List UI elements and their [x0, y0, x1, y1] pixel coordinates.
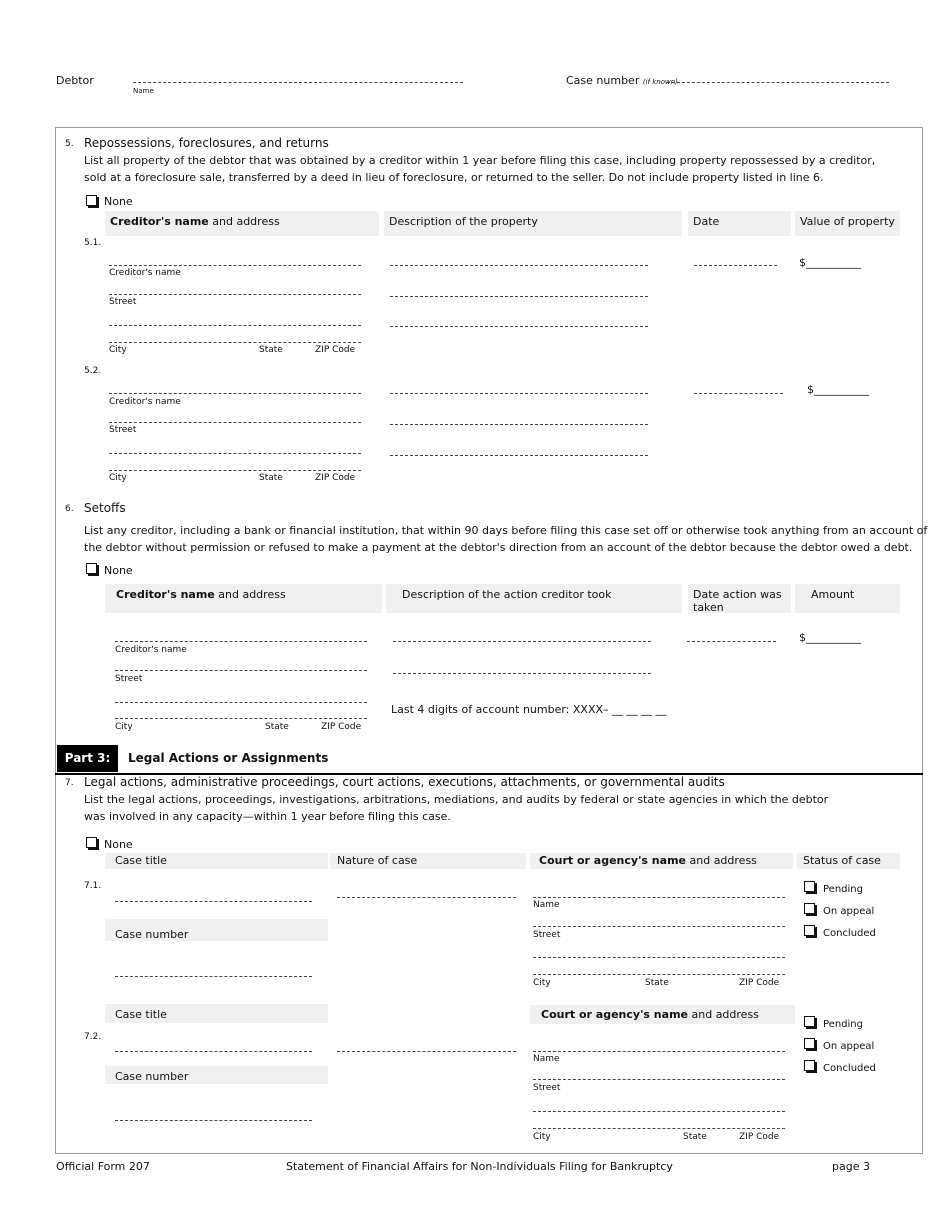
s5-col-value: Value of property — [795, 211, 900, 236]
s5-none-label: None — [104, 195, 133, 208]
s6-street-caption: Street — [115, 674, 143, 684]
s5-none-checkbox[interactable] — [86, 195, 97, 206]
s6-creditor-name-field[interactable] — [115, 641, 367, 642]
s7-2-court-header — [530, 1005, 795, 1024]
s5-col-creditor-bold: Creditor's name — [110, 215, 209, 228]
case-number-text: Case number — [566, 74, 640, 87]
s6-amount-field[interactable]: $__________ — [799, 631, 861, 644]
s5-1-street-field[interactable] — [109, 294, 361, 295]
s7-2-street-caption: Street — [533, 1083, 561, 1093]
s7-2-pending-checkbox[interactable] — [804, 1016, 815, 1027]
s5-row1-number: 5.1. — [84, 238, 102, 248]
s7-row2-number: 7.2. — [84, 1032, 102, 1042]
s7-none-label: None — [104, 838, 133, 851]
debtor-name-caption: Name — [133, 87, 154, 95]
s6-title: Setoffs — [84, 501, 126, 515]
s6-city-caption: City — [115, 722, 133, 732]
s7-1-street-caption: Street — [533, 930, 561, 940]
s7-number: 7. — [65, 778, 74, 788]
s5-2-street-field[interactable] — [109, 422, 361, 423]
case-number-label — [566, 74, 678, 87]
s7-2-street-field[interactable] — [533, 1079, 785, 1080]
s5-2-creditor-name-caption: Creditor's name — [109, 397, 181, 407]
s5-2-city-caption: City — [109, 473, 127, 483]
s7-desc-1: List the legal actions, proceedings, investigations, arbitrations, mediations, and audits by federal or state agencies in which the debtor — [84, 793, 829, 806]
s5-1-city-field[interactable] — [109, 342, 361, 343]
s6-city-field[interactable] — [115, 718, 367, 719]
s5-col-creditor — [105, 211, 379, 236]
s6-desc-1: List any creditor, including a bank or financial institution, that within 90 days before filing this case set off or otherwise took anything from an account of — [84, 524, 928, 537]
s6-date-field[interactable] — [687, 641, 776, 642]
s7-col-court-bold: Court or agency's name — [539, 854, 686, 867]
s5-1-city-caption: City — [109, 345, 127, 355]
s5-2-address-line2-field[interactable] — [109, 453, 361, 454]
s7-1-pending-label: Pending — [823, 884, 863, 895]
s5-col-desc: Description of the property — [384, 211, 682, 236]
s7-2-address-line2-field[interactable] — [533, 1111, 785, 1112]
s7-desc-2: was involved in any capacity—within 1 year before filing this case. — [84, 810, 451, 823]
s5-desc-2: sold at a foreclosure sale, transferred by a deed in lieu of foreclosure, or returned to the seller. Do not include property listed in line 6. — [84, 171, 824, 184]
s7-1-case-number-field[interactable] — [115, 976, 312, 977]
s6-col-creditor-rest: and address — [214, 588, 286, 601]
s5-col-date: Date — [688, 211, 791, 236]
s5-2-date-field[interactable] — [694, 393, 783, 394]
s6-creditor-name-caption: Creditor's name — [115, 645, 187, 655]
s6-account-number-field[interactable]: Last 4 digits of account number: XXXX– __ __ __ __ — [391, 703, 667, 716]
s7-col-nature: Nature of case — [330, 853, 526, 869]
s5-2-zip-caption: ZIP Code — [315, 473, 356, 483]
s5-2-value-field[interactable]: $__________ — [807, 383, 869, 396]
s7-col-case-title: Case title — [105, 853, 328, 869]
s6-desc-2: the debtor without permission or refused to make a payment at the debtor's direction from an account of the debtor because the debtor owed a debt. — [84, 541, 913, 554]
s5-1-value-field[interactable]: $__________ — [799, 256, 861, 269]
s7-2-zip-caption: ZIP Code — [739, 1132, 780, 1142]
s7-1-case-number-header: Case number — [105, 919, 328, 941]
footer-form-number: Official Form 207 — [56, 1160, 150, 1173]
s7-col-court — [530, 853, 793, 869]
s7-1-city-field[interactable] — [533, 974, 785, 975]
s7-none-checkbox[interactable] — [86, 837, 97, 848]
s7-2-court-header-rest: and address — [688, 1008, 759, 1021]
s6-col-creditor — [105, 584, 382, 613]
s5-1-creditor-name-field[interactable] — [109, 265, 361, 266]
s6-col-creditor-bold: Creditor's name — [116, 588, 215, 601]
s6-state-caption: State — [265, 722, 289, 732]
s7-2-city-field[interactable] — [533, 1128, 785, 1129]
s7-2-on-appeal-checkbox[interactable] — [804, 1038, 815, 1049]
case-number-field[interactable] — [667, 82, 889, 83]
s5-2-creditor-name-field[interactable] — [109, 393, 361, 394]
s5-row2-number: 5.2. — [84, 366, 102, 376]
s7-2-pending-label: Pending — [823, 1019, 863, 1030]
s7-1-court-name-field[interactable] — [533, 897, 785, 898]
s7-col-status: Status of case — [797, 853, 900, 869]
s5-title: Repossessions, foreclosures, and returns — [84, 136, 329, 150]
s6-col-desc: Description of the action creditor took — [386, 584, 682, 613]
s5-col-creditor-rest: and address — [208, 215, 280, 228]
s5-1-state-caption: State — [259, 345, 283, 355]
s7-row1-number: 7.1. — [84, 881, 102, 891]
s7-2-case-title-field[interactable] — [115, 1051, 312, 1052]
s7-1-on-appeal-label: On appeal — [823, 906, 875, 917]
s5-desc-1: List all property of the debtor that was obtained by a creditor within 1 year before filing this case, including property repossessed by a creditor, — [84, 154, 876, 167]
s6-street-field[interactable] — [115, 670, 367, 671]
if-known-text: (if known) — [642, 78, 678, 86]
s5-2-desc-field-2[interactable] — [390, 424, 648, 425]
s6-number: 6. — [65, 504, 74, 514]
s7-col-court-rest: and address — [686, 854, 757, 867]
s7-2-case-number-header: Case number — [105, 1066, 328, 1084]
s7-2-state-caption: State — [683, 1132, 707, 1142]
s5-1-desc-field-2[interactable] — [390, 296, 648, 297]
s7-1-on-appeal-checkbox[interactable] — [804, 903, 815, 914]
s7-1-city-caption: City — [533, 978, 551, 988]
s5-1-desc-field-1[interactable] — [390, 265, 648, 266]
footer-page-number: page 3 — [832, 1160, 870, 1173]
s6-zip-caption: ZIP Code — [321, 722, 362, 732]
s7-2-city-caption: City — [533, 1132, 551, 1142]
s7-1-nature-field[interactable] — [337, 897, 516, 898]
s6-col-amount: Amount — [795, 584, 900, 613]
s7-1-street-field[interactable] — [533, 926, 785, 927]
s5-2-desc-field-3[interactable] — [390, 455, 648, 456]
s6-address-line2-field[interactable] — [115, 702, 367, 703]
debtor-label: Debtor — [56, 74, 94, 87]
s7-1-address-line2-field[interactable] — [533, 957, 785, 958]
part3-label: Part 3: — [57, 745, 118, 772]
s7-2-court-name-field[interactable] — [533, 1051, 785, 1052]
s5-2-city-field[interactable] — [109, 470, 361, 471]
s7-2-case-title-header: Case title — [105, 1004, 328, 1023]
s5-number: 5. — [65, 139, 74, 149]
s7-2-case-number-field[interactable] — [115, 1120, 312, 1121]
s7-2-court-header-bold: Court or agency's name — [541, 1008, 688, 1021]
s5-1-address-line2-field[interactable] — [109, 325, 361, 326]
s5-2-desc-field-1[interactable] — [390, 393, 648, 394]
s6-col-date: Date action was taken — [688, 584, 791, 613]
s5-1-zip-caption: ZIP Code — [315, 345, 356, 355]
s7-1-name-caption: Name — [533, 900, 560, 910]
s7-1-concluded-label: Concluded — [823, 928, 876, 939]
s6-desc-field-2[interactable] — [393, 673, 651, 674]
s5-2-street-caption: Street — [109, 425, 137, 435]
footer-title: Statement of Financial Affairs for Non-Individuals Filing for Bankruptcy — [286, 1160, 673, 1173]
s7-1-pending-checkbox[interactable] — [804, 881, 815, 892]
s7-2-nature-field[interactable] — [337, 1051, 516, 1052]
s5-2-state-caption: State — [259, 473, 283, 483]
s7-1-concluded-checkbox[interactable] — [804, 925, 815, 936]
s7-title: Legal actions, administrative proceedings, court actions, executions, attachments, or governmental audits — [84, 775, 725, 789]
s6-desc-field-1[interactable] — [393, 641, 651, 642]
s7-2-name-caption: Name — [533, 1054, 560, 1064]
s7-1-zip-caption: ZIP Code — [739, 978, 780, 988]
s7-2-concluded-checkbox[interactable] — [804, 1060, 815, 1071]
s7-1-state-caption: State — [645, 978, 669, 988]
s7-1-case-title-field[interactable] — [115, 901, 312, 902]
s6-none-checkbox[interactable] — [86, 563, 97, 574]
s5-1-date-field[interactable] — [694, 265, 777, 266]
part3-title: Legal Actions or Assignments — [128, 751, 329, 765]
s6-none-label: None — [104, 564, 133, 577]
s5-1-street-caption: Street — [109, 297, 137, 307]
s7-2-concluded-label: Concluded — [823, 1063, 876, 1074]
s7-2-on-appeal-label: On appeal — [823, 1041, 875, 1052]
s5-1-desc-field-3[interactable] — [390, 326, 648, 327]
s5-1-creditor-name-caption: Creditor's name — [109, 268, 181, 278]
debtor-name-field[interactable] — [133, 82, 463, 83]
